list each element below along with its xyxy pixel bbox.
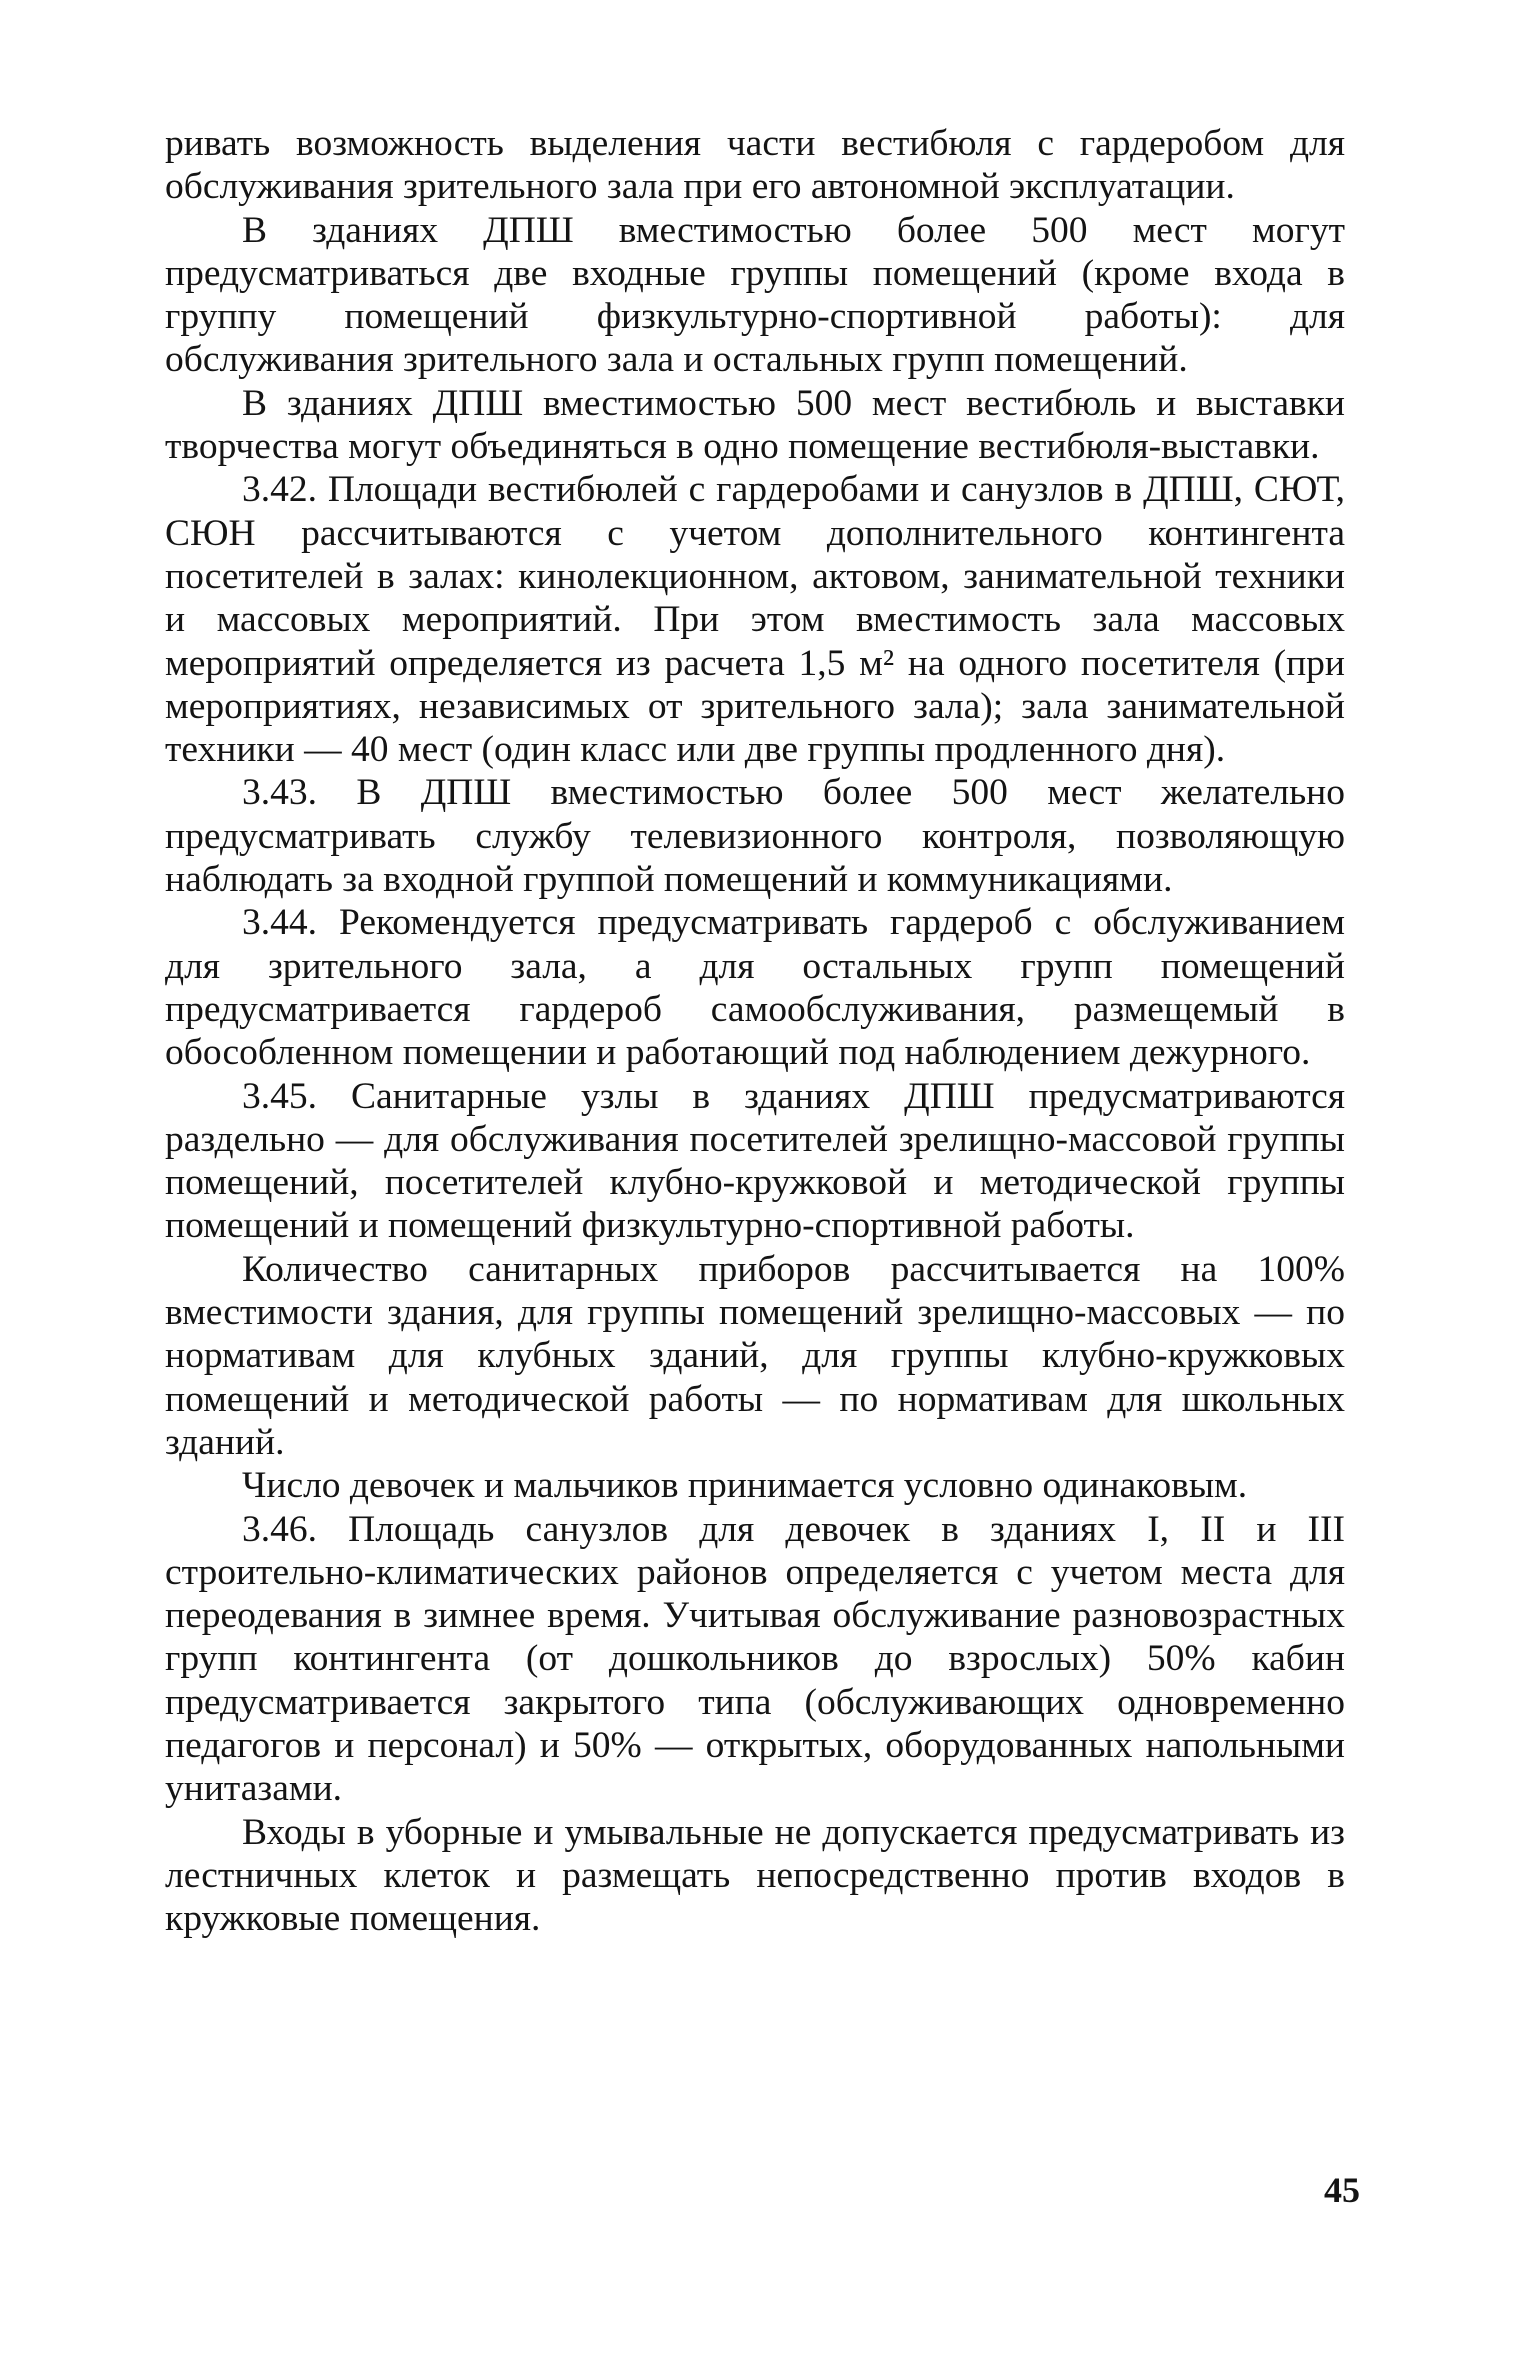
paragraph-entrances: Входы в уборные и умывальные не допускается предусматривать из лестничных клеток и размещать непосредственно против входов в кружковые помещения. <box>165 1811 1345 1940</box>
paragraph-two-entrances: В зданиях ДПШ вместимостью более 500 мест могут предусматриваться две входные группы помещений (кроме входа в группу помещений физкультурно-спортивной работы): для обслуживания зрительного зала и остальных групп помещений. <box>165 209 1345 381</box>
page-number: 45 <box>1324 2170 1360 2210</box>
paragraph-3-42: 3.42. Площади вестибюлей с гардеробами и санузлов в ДПШ, СЮТ, СЮН рассчитываются с учетом дополнительного контингента посетителей в залах: кинолекционном, актовом, занимательной техники и массовых мероприятий. При этом вместимость зала массовых мероприятий определяется из расчета 1,5 м² на одного посетителя (при мероприятиях, независимых от зрительного зала); зала занимательной техники — 40 мест (один класс или две группы продленного дня). <box>165 469 1345 771</box>
paragraph-vestibule-exhibition: В зданиях ДПШ вместимостью 500 мест вестибюль и выставки творчества могут объединяться в одно помещение вестибюля-выставки. <box>165 382 1345 468</box>
paragraph-3-44: 3.44. Рекомендуется предусматривать гардероб с обслуживанием для зрительного зала, а для остальных групп помещений предусматривается гардероб самообслуживания, размещемый в обособленном помещении и работающий под наблюдением дежурного. <box>165 902 1345 1074</box>
paragraph-3-46: 3.46. Площадь санузлов для девочек в зданиях I, II и III строительно-климатических районов определяется с учетом места для переодевания в зимнее время. Учитывая обслуживание разновозрастных групп контингента (от дошкольников до взрослых) 50% кабин предусматривается закрытого типа (обслуживающих одновременно педагогов и персонал) и 50% — открытых, оборудованных напольными унитазами. <box>165 1508 1345 1810</box>
paragraph-3-43: 3.43. В ДПШ вместимостью более 500 мест желательно предусматривать службу телевизионного контроля, позволяющую наблюдать за входной группой помещений и коммуникациями. <box>165 772 1345 901</box>
paragraph-girls-boys: Число девочек и мальчиков принимается условно одинаковым. <box>242 1465 1248 1507</box>
body-text <box>165 122 1345 1940</box>
paragraph-sanitary-count: Количество санитарных приборов рассчитывается на 100% вместимости здания, для группы помещений зрелищно-массовых — по нормативам для клубных зданий, для группы клубно-кружковых помещений и методической работы — по нормативам для школьных зданий. <box>165 1248 1345 1463</box>
paragraph-3-45: 3.45. Санитарные узлы в зданиях ДПШ предусматриваются раздельно — для обслуживания посетителей зрелищно-массовой группы помещений, посетителей клубно-кружковой и методической группы помещений и помещений физкультурно-спортивной работы. <box>165 1075 1345 1247</box>
paragraph-continuation: ривать возможность выделения части вестибюля с гардеробом для обслуживания зрительного зала при его автономной эксплуатации. <box>165 123 1345 208</box>
